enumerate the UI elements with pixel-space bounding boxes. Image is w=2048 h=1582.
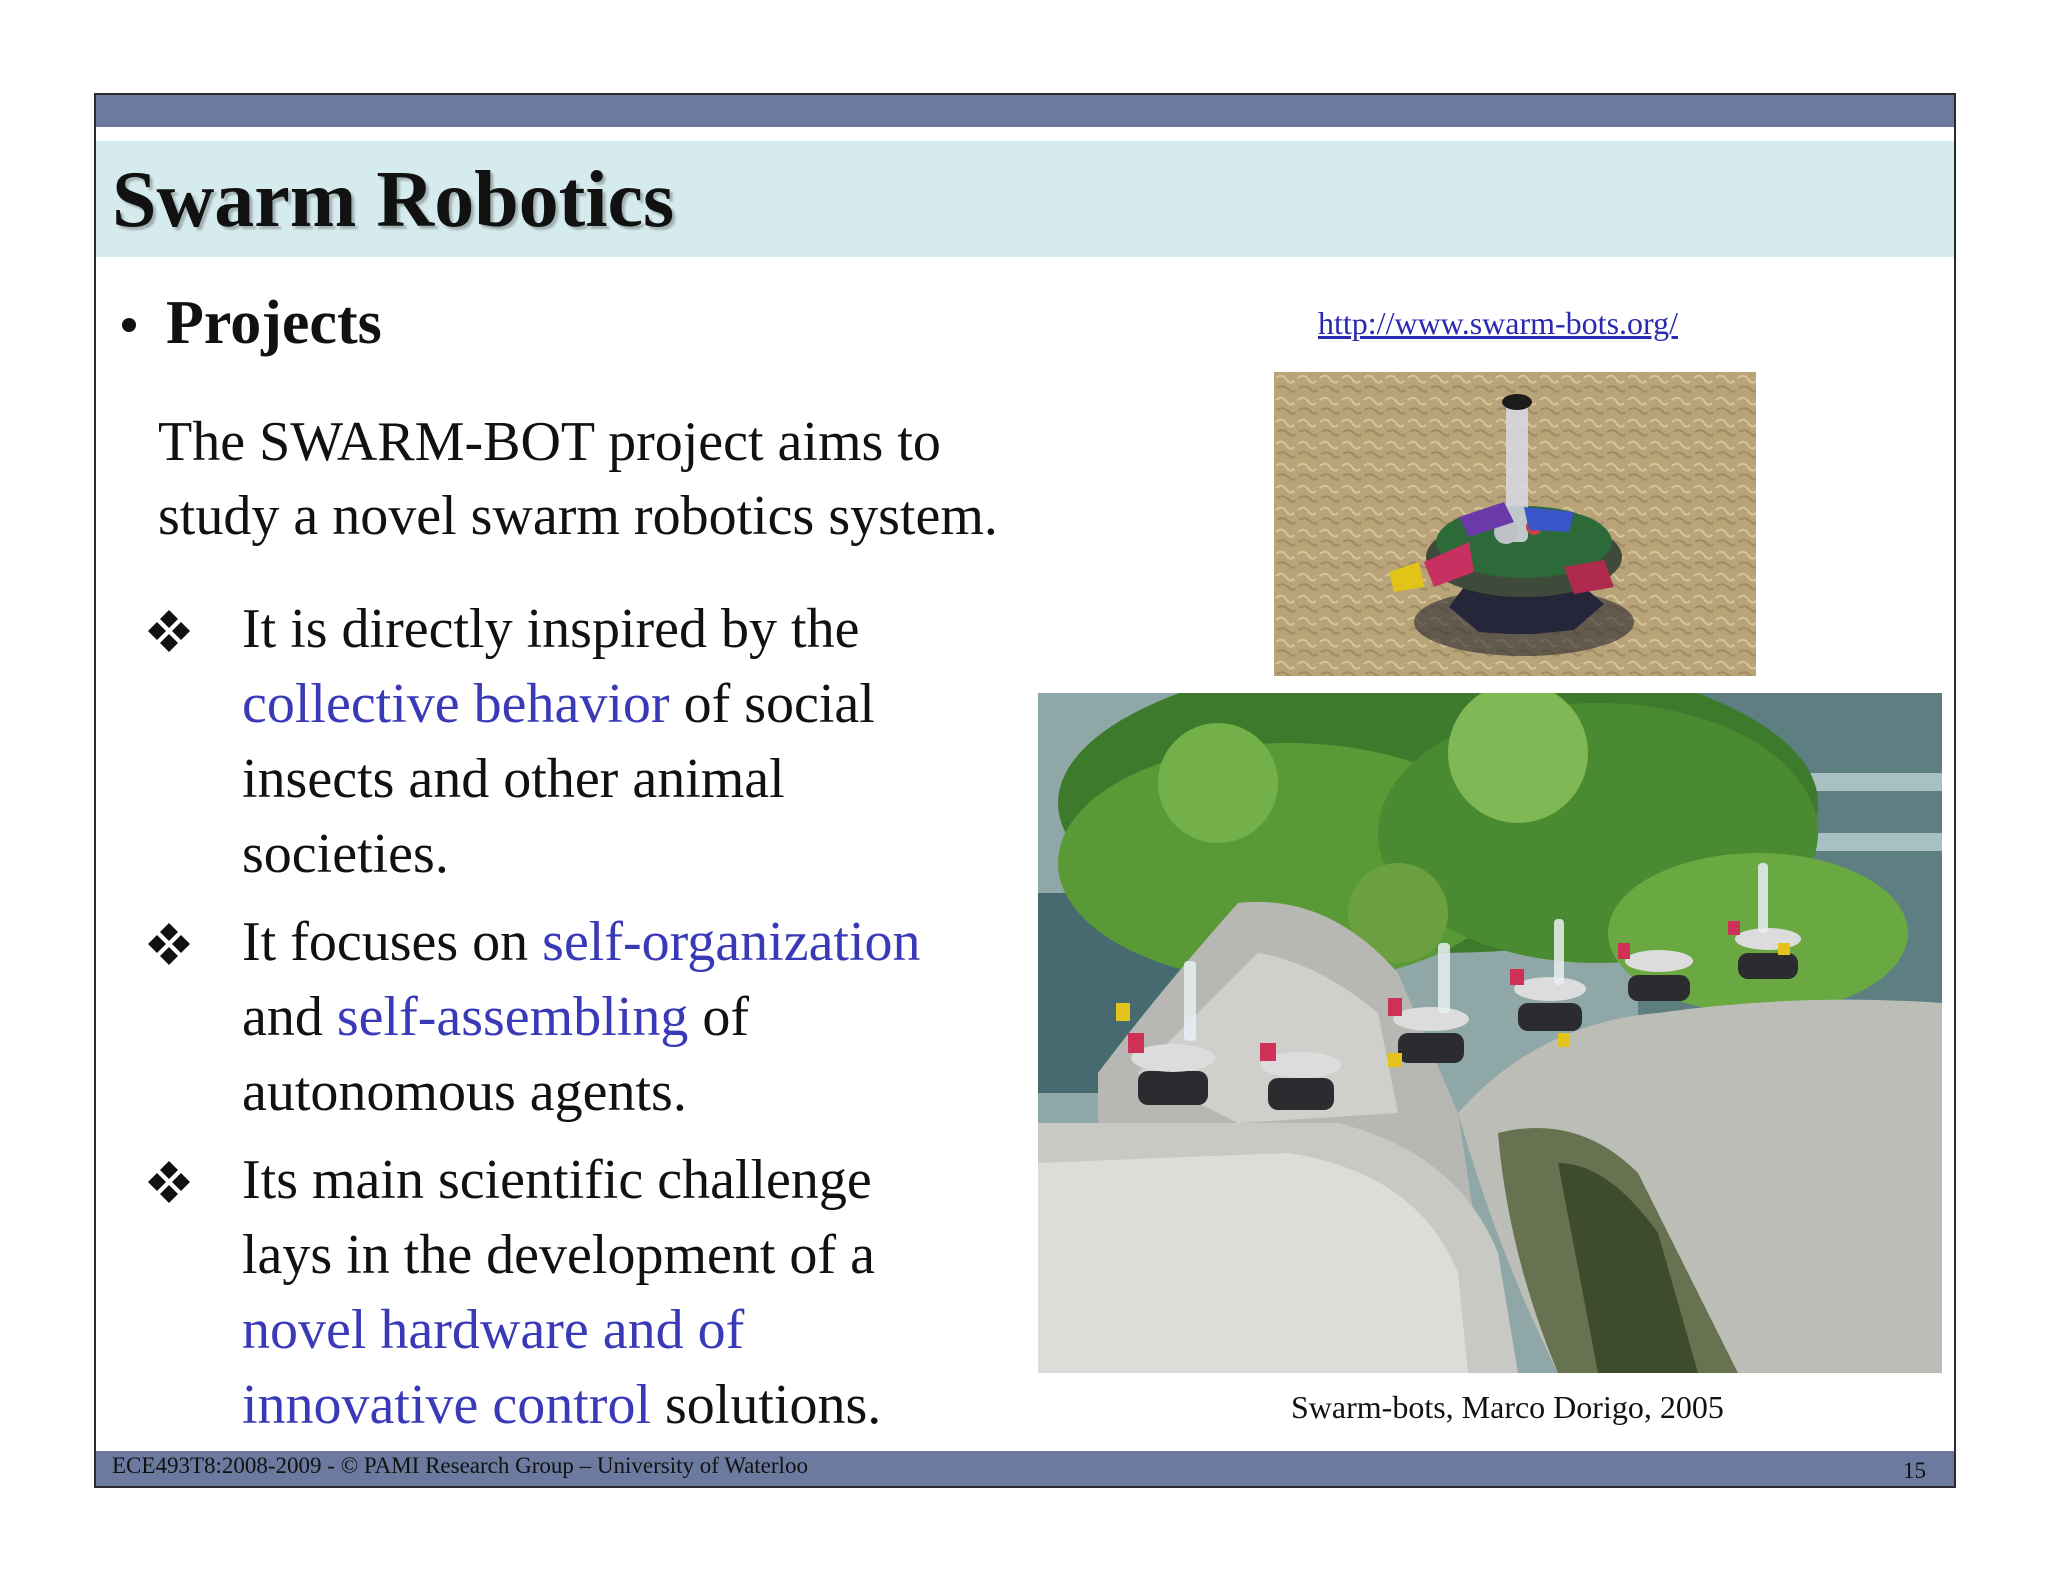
intro-line-1: The SWARM-BOT project aims to <box>158 411 941 473</box>
text-segment: insects and other animal <box>242 748 785 810</box>
highlighted-phrase: self-assembling <box>336 986 689 1048</box>
intro-text <box>158 405 1158 553</box>
four-diamond-bullet-icon <box>146 921 192 967</box>
text-segment: It focuses on <box>242 911 543 973</box>
round-bullet-icon <box>122 318 136 332</box>
bullet-item-3 <box>146 1143 1006 1443</box>
slide-title: Swarm Robotics <box>112 156 675 244</box>
page-number: 15 <box>1903 1458 1926 1483</box>
text-segment: of <box>688 986 749 1048</box>
highlighted-phrase: self-organization <box>542 911 921 973</box>
slide <box>94 93 1956 1488</box>
top-bar <box>96 95 1954 127</box>
text-segment: of social <box>669 673 875 735</box>
section-heading: Projects <box>166 289 382 357</box>
text-segment: autonomous agents. <box>242 1061 687 1123</box>
section-heading-row <box>122 288 382 359</box>
text-segment: and <box>242 986 337 1048</box>
text-segment: Its main scientific challenge <box>242 1149 872 1211</box>
bullet-item-2 <box>146 905 1006 1130</box>
highlighted-phrase: collective behavior <box>242 673 670 735</box>
four-diamond-bullet-icon <box>146 1159 192 1205</box>
footer-text: ECE493T8:2008-2009 - © PAMI Research Group – University of Waterloo <box>112 1453 808 1478</box>
bullet-item-1-text <box>146 592 1006 892</box>
text-segment: lays in the development of a <box>242 1224 875 1286</box>
four-diamond-bullet-icon <box>146 608 192 654</box>
photo-caption: Swarm-bots, Marco Dorigo, 2005 <box>1291 1389 1724 1425</box>
bullet-item-2-text <box>146 905 1006 1130</box>
highlighted-phrase: innovative control <box>242 1374 652 1436</box>
bullet-item-3-text <box>146 1143 1006 1443</box>
swarm-robots-photo <box>1038 693 1942 1373</box>
text-segment: societies. <box>242 823 449 885</box>
intro-line-2: study a novel swarm robotics system. <box>158 485 998 547</box>
bullet-item-1 <box>146 592 1006 892</box>
text-segment: solutions. <box>651 1374 882 1436</box>
single-robot-photo <box>1274 372 1756 676</box>
text-segment: It is directly inspired by the <box>242 598 860 660</box>
highlighted-phrase: novel hardware and of <box>242 1299 745 1361</box>
swarm-bots-link[interactable]: http://www.swarm-bots.org/ <box>1318 305 1678 341</box>
